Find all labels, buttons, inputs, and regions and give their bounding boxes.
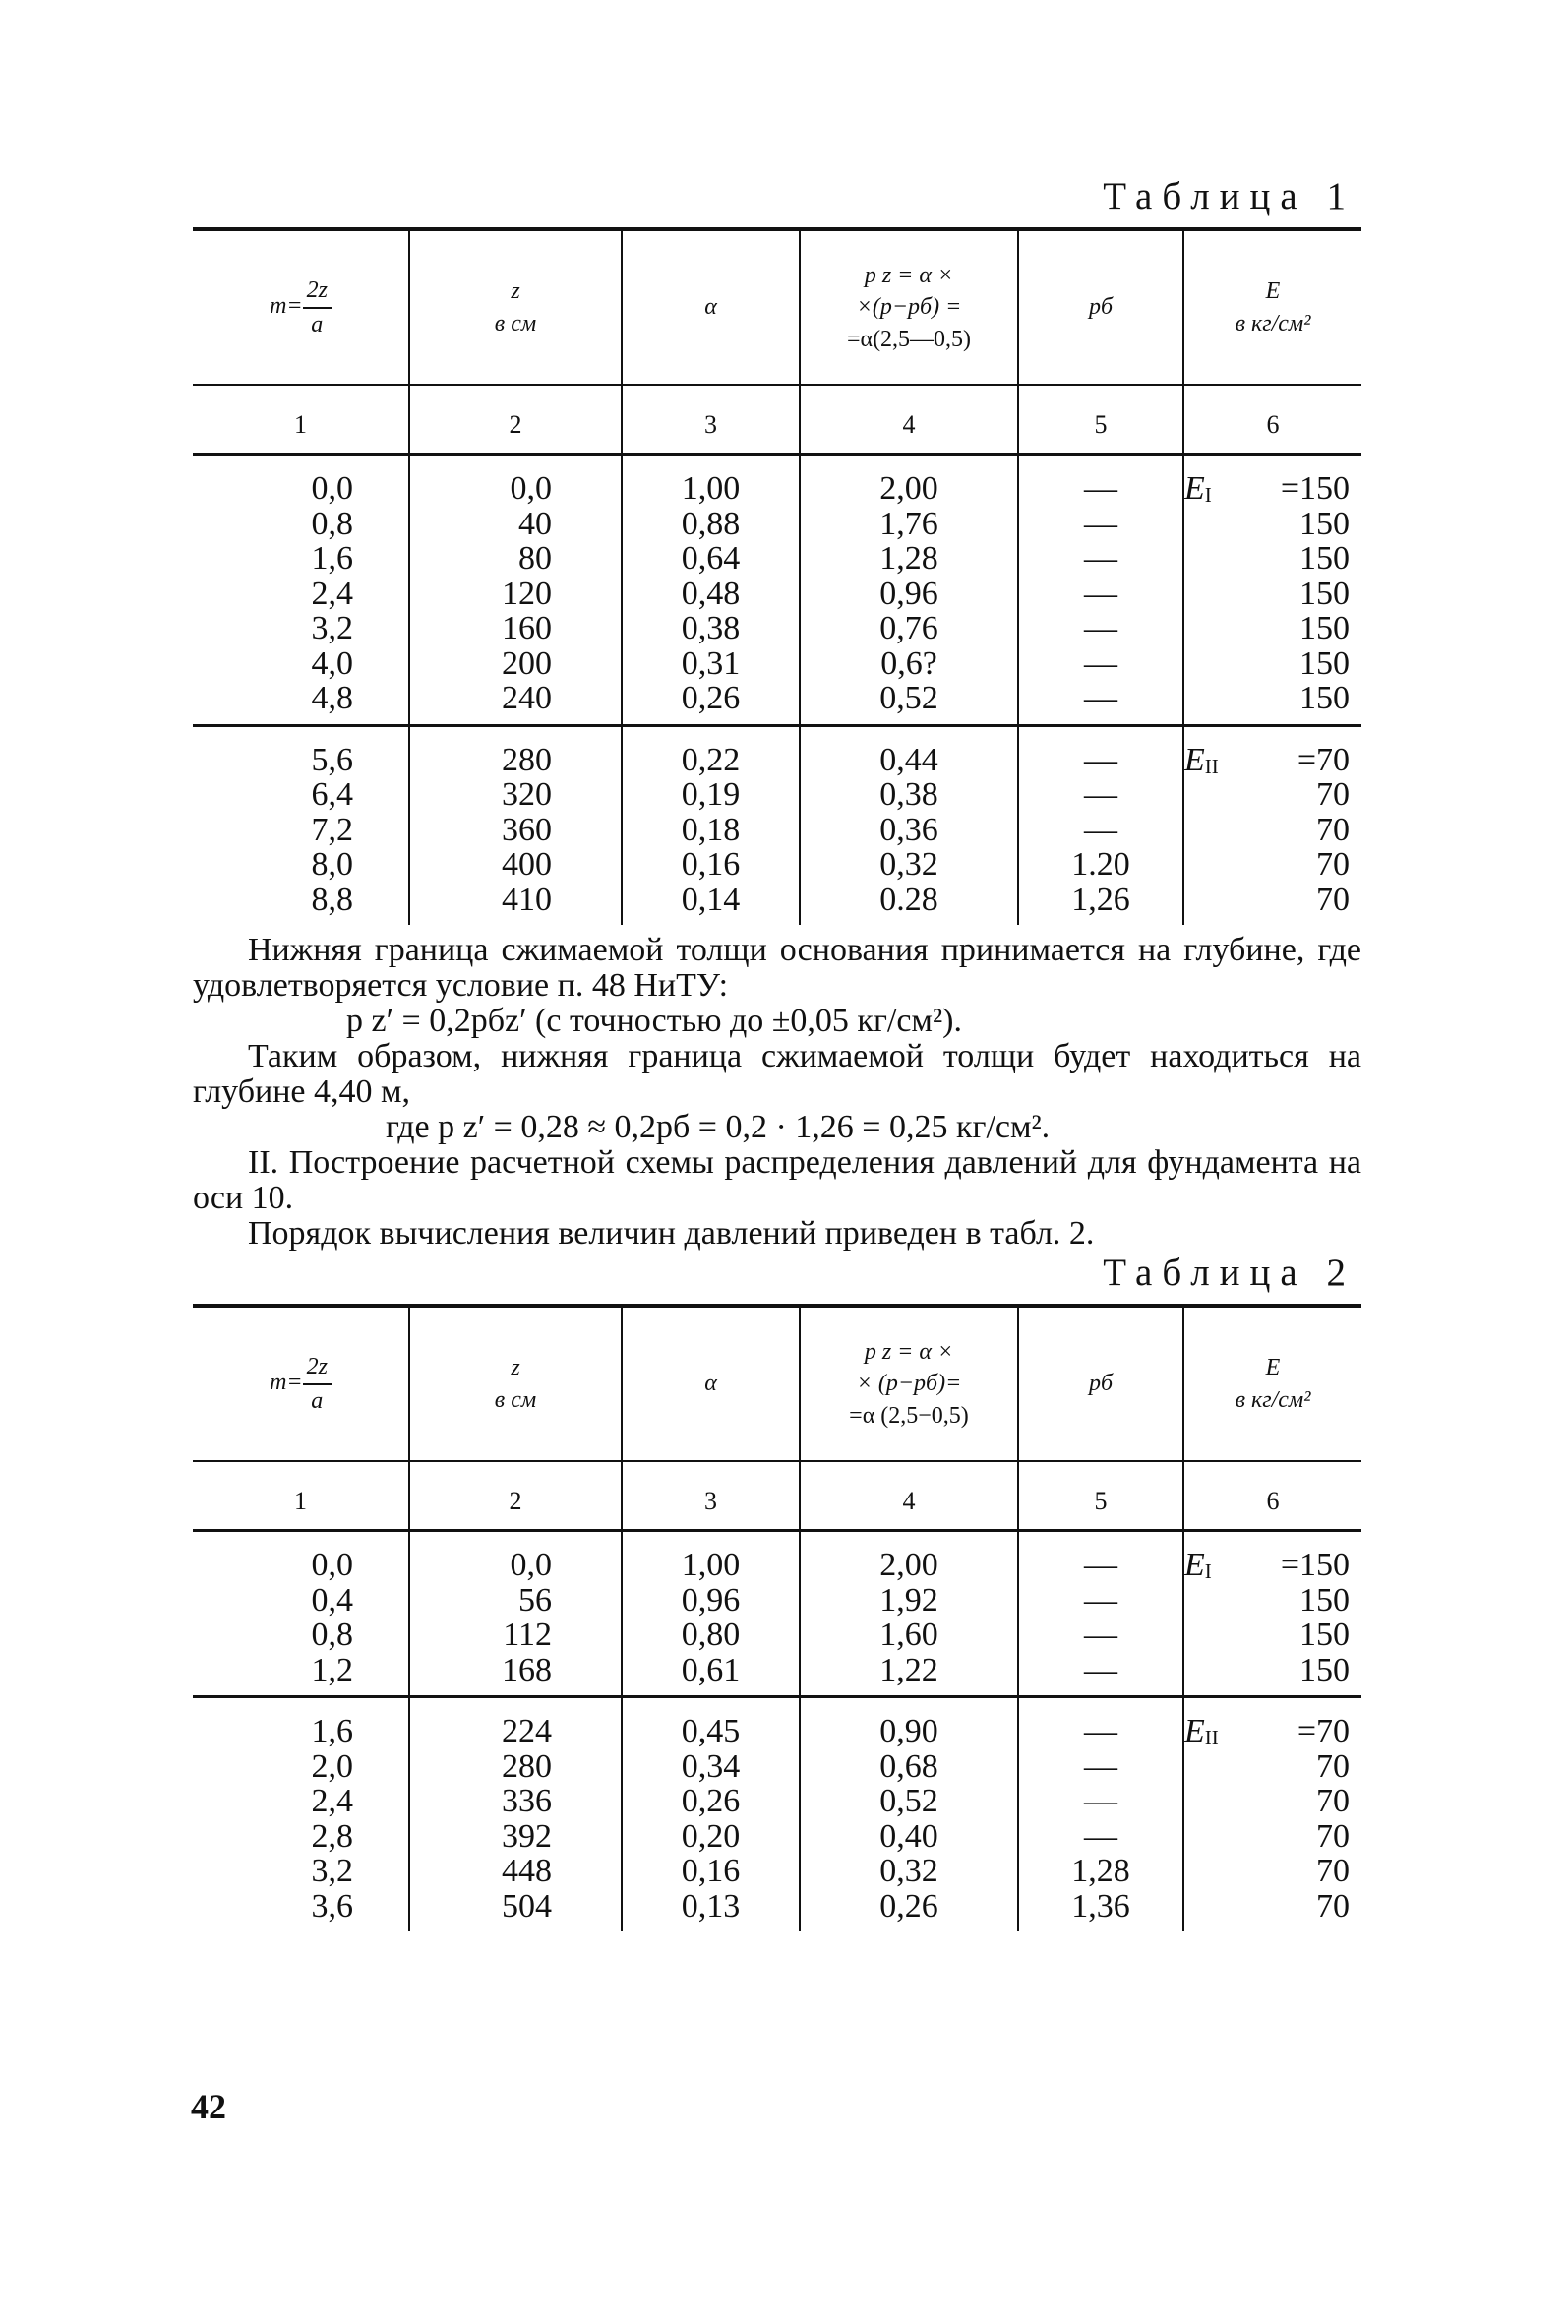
table-cell: 200 [502, 644, 552, 682]
table-cell: — [1084, 1617, 1117, 1653]
table-cell: 0,40 [879, 1817, 938, 1855]
table-cell: 336 [502, 1783, 552, 1819]
table-cell: 150 [1299, 1617, 1350, 1653]
table-cell: 0,96 [879, 575, 938, 612]
table1-b1-pz [800, 455, 1018, 726]
table-cell: 3,2 [311, 1853, 353, 1889]
table-cell: 70 [1316, 811, 1350, 848]
table2-b1-pb [1018, 1531, 1183, 1697]
table-cell: 70 [1316, 881, 1350, 918]
table1-b1-alpha [622, 455, 800, 726]
table-cell: 0,61 [681, 1651, 741, 1688]
table-cell: 0,0 [510, 1547, 552, 1583]
table2-header-z: z в см [409, 1306, 622, 1461]
table-cell: 504 [502, 1887, 552, 1925]
table-cell: 150 [1299, 680, 1350, 716]
table-cell: — [1084, 1547, 1117, 1583]
table-cell: — [1084, 1713, 1117, 1749]
table-cell: 2,00 [879, 470, 938, 507]
table-cell: 150 [1299, 1581, 1350, 1619]
table1 [193, 227, 1361, 925]
table1-header-pz: p z = α × ×(p−pб) = =α(2,5—0,5) [800, 229, 1018, 385]
table-cell: 224 [502, 1713, 552, 1749]
table-cell: 240 [502, 680, 552, 716]
table1-b1-m [193, 455, 409, 726]
table-cell: 0,96 [681, 1581, 741, 1619]
table2-block2 [193, 1697, 1361, 1932]
table1-b2-e [1183, 725, 1361, 925]
table-cell: 1,6 [311, 540, 353, 577]
table-cell: 4,8 [311, 680, 353, 716]
table-cell: 0,80 [681, 1617, 741, 1653]
table-cell: 1,76 [879, 505, 938, 542]
table1-header-alpha: α [622, 229, 800, 385]
table2 [193, 1304, 1361, 1931]
table-cell: 1,2 [311, 1651, 353, 1688]
formula-check: где p z′ = 0,28 ≈ 0,2pб = 0,2 · 1,26 = 0,25 кг/см². [386, 1109, 1051, 1145]
modulus-label: EI [1184, 1547, 1212, 1584]
table-cell: 0,34 [681, 1747, 741, 1785]
paragraph-order: Порядок вычисления величин давлений приведен в табл. 2. [248, 1215, 1095, 1252]
table-cell: 0,45 [681, 1713, 741, 1749]
table-cell: 70 [1316, 846, 1350, 883]
table-cell: — [1084, 540, 1117, 577]
table1-header-m: m= $\frac{2z}{a}$ [193, 229, 409, 385]
table2-b1-pz [800, 1531, 1018, 1697]
table-cell: 0,16 [681, 846, 741, 883]
table-cell: 0,64 [681, 540, 741, 577]
table-cell: EI =150 [1184, 470, 1350, 508]
table1-b2-pz [800, 725, 1018, 925]
table-cell: — [1084, 610, 1117, 646]
table-cell: 40 [518, 505, 552, 542]
table2-b2-e [1183, 1697, 1361, 1932]
table-cell: 0,13 [681, 1887, 741, 1925]
table-cell: 5,6 [311, 741, 353, 778]
table-cell: 70 [1316, 1853, 1350, 1889]
table-cell: 0,26 [681, 1783, 741, 1819]
table-cell: 70 [1316, 1747, 1350, 1785]
table2-b2-alpha [622, 1697, 800, 1932]
table-cell: 150 [1299, 540, 1350, 577]
table-cell: 80 [518, 540, 552, 577]
table-cell: 1,00 [681, 1547, 741, 1583]
table-cell: 410 [502, 881, 552, 918]
table-cell: 392 [502, 1817, 552, 1855]
paragraph-lower-boundary: Нижняя граница сжимаемой толщи основания принимается на глубине, где удовлетворяется условие п. 48 НиТУ: [193, 932, 1361, 1004]
table1-b1-e [1183, 455, 1361, 726]
table1-b2-z [409, 725, 622, 925]
table1-block1 [193, 455, 1361, 726]
table1-b1-z [409, 455, 622, 726]
body-text [193, 933, 1361, 1252]
table-cell: 360 [502, 811, 552, 848]
table-cell: EII =70 [1184, 1713, 1350, 1750]
table-cell: — [1084, 811, 1117, 848]
table-cell: 0,6? [880, 644, 937, 682]
table-cell: EII =70 [1184, 741, 1350, 778]
table-cell: 0,26 [879, 1887, 938, 1925]
table-cell: 1,92 [879, 1581, 938, 1619]
table-cell: 0,52 [879, 1783, 938, 1819]
table-cell: 150 [1299, 1651, 1350, 1688]
table-cell: 70 [1316, 776, 1350, 813]
table-cell: 0,31 [681, 644, 741, 682]
table-cell: 3,2 [311, 610, 353, 646]
table-cell: 1,60 [879, 1617, 938, 1653]
table-cell: — [1084, 644, 1117, 682]
formula-condition: p z′ = 0,2pбz′ (с точностью до ±0,05 кг/см²). [346, 1003, 962, 1039]
table-cell: 0,90 [879, 1713, 938, 1749]
table-cell: 6,4 [311, 776, 353, 813]
table-cell: 1,00 [681, 470, 741, 507]
table-cell: 150 [1299, 575, 1350, 612]
table-cell: 0,19 [681, 776, 741, 813]
table-cell: 0,38 [879, 776, 938, 813]
table-cell: — [1084, 1817, 1117, 1855]
table-cell: 0,32 [879, 1853, 938, 1889]
table1-caption: Таблица 1 [1103, 175, 1356, 217]
table1-b2-m [193, 725, 409, 925]
table-cell: 1,26 [1071, 881, 1130, 918]
table-cell: 70 [1316, 1887, 1350, 1925]
table-cell: 0,48 [681, 575, 741, 612]
table-cell: 160 [502, 610, 552, 646]
table-cell: 70 [1316, 1783, 1350, 1819]
table-cell: — [1084, 505, 1117, 542]
table-cell: 0,4 [311, 1581, 353, 1619]
table-cell: — [1084, 1783, 1117, 1819]
table-cell: 8,0 [311, 846, 353, 883]
table-cell: 70 [1316, 1817, 1350, 1855]
table2-b2-pb [1018, 1697, 1183, 1932]
table-cell: — [1084, 470, 1117, 507]
table-cell: — [1084, 575, 1117, 612]
table-cell: 1,6 [311, 1713, 353, 1749]
table-cell: 0,26 [681, 680, 741, 716]
table-cell: — [1084, 1581, 1117, 1619]
table-cell: 0,68 [879, 1747, 938, 1785]
table-cell: 448 [502, 1853, 552, 1889]
table-cell: 320 [502, 776, 552, 813]
table-cell: 150 [1299, 644, 1350, 682]
table2-b1-z [409, 1531, 622, 1697]
table-cell: 0,32 [879, 846, 938, 883]
table-cell: 2,8 [311, 1817, 353, 1855]
table1-header-pb: pб [1018, 229, 1183, 385]
table2-b2-m [193, 1697, 409, 1932]
table-cell: — [1084, 1651, 1117, 1688]
table-cell: 0,22 [681, 741, 741, 778]
table1-column-numbers: 1 2 3 4 5 6 [193, 398, 1361, 455]
table-cell: 0,8 [311, 1617, 353, 1653]
table2-block1 [193, 1531, 1361, 1697]
table-cell: 1.20 [1071, 846, 1130, 883]
table-cell: 1,36 [1071, 1887, 1130, 1925]
table-cell: — [1084, 1747, 1117, 1785]
table-cell: 0,14 [681, 881, 741, 918]
table-cell: 3,6 [311, 1887, 353, 1925]
table-cell: 4,0 [311, 644, 353, 682]
table-cell: 56 [518, 1581, 552, 1619]
table1-header-e: E в кг/см² [1183, 229, 1361, 385]
table1-b2-alpha [622, 725, 800, 925]
table-cell: 0,0 [510, 470, 552, 507]
page-number: 42 [191, 2087, 226, 2126]
table-cell: 0,76 [879, 610, 938, 646]
table-cell: 0,20 [681, 1817, 741, 1855]
table-cell: 8,8 [311, 881, 353, 918]
table-cell: — [1084, 741, 1117, 778]
table-cell: 1,22 [879, 1651, 938, 1688]
table-cell: 0,88 [681, 505, 741, 542]
table2-caption: Таблица 2 [1103, 1252, 1356, 1294]
modulus-label: EII [1184, 1713, 1219, 1750]
paragraph-depth: Таким образом, нижняя граница сжимаемой толщи будет находиться на глубине 4,40 м, [193, 1038, 1361, 1110]
table2-b2-z [409, 1697, 622, 1932]
table2-header-m: m= $\frac{2z}{a}$ [193, 1306, 409, 1461]
table-cell: 400 [502, 846, 552, 883]
table-cell: 0,0 [311, 470, 353, 507]
table2-b1-m [193, 1531, 409, 1697]
table2-column-numbers: 1 2 3 4 5 6 [193, 1474, 1361, 1531]
table-cell: 0.28 [879, 881, 938, 918]
table-cell: 168 [502, 1651, 552, 1688]
paragraph-section-2: II. Построение расчетной схемы распределения давлений для фундамента на оси 10. [193, 1144, 1361, 1216]
table-cell: 120 [502, 575, 552, 612]
table2-header-alpha: α [622, 1306, 800, 1461]
table1-block2 [193, 725, 1361, 925]
table-cell: 0,18 [681, 811, 741, 848]
table-cell: 1,28 [879, 540, 938, 577]
table2-b2-pz [800, 1697, 1018, 1932]
table-cell: 7,2 [311, 811, 353, 848]
table-cell: 0,38 [681, 610, 741, 646]
table-cell: 112 [503, 1617, 552, 1653]
table-cell: 1,28 [1071, 1853, 1130, 1889]
table-cell: EI =150 [1184, 1547, 1350, 1584]
table-cell: 150 [1299, 505, 1350, 542]
table-cell: 150 [1299, 610, 1350, 646]
table1-b1-pb [1018, 455, 1183, 726]
table-cell: 0,0 [311, 1547, 353, 1583]
table1-header-z: z в см [409, 229, 622, 385]
modulus-label: EI [1184, 470, 1212, 508]
table-cell: 2,0 [311, 1747, 353, 1785]
table-cell: 0,44 [879, 741, 938, 778]
table2-header-pb: pб [1018, 1306, 1183, 1461]
table-cell: 2,00 [879, 1547, 938, 1583]
table-cell: 0,16 [681, 1853, 741, 1889]
table-cell: 280 [502, 741, 552, 778]
table2-header-pz: p z = α × × (p−pб)= =α (2,5−0,5) [800, 1306, 1018, 1461]
page [193, 177, 1361, 1931]
table-cell: 280 [502, 1747, 552, 1785]
table2-b1-alpha [622, 1531, 800, 1697]
table2-header-e: E в кг/см² [1183, 1306, 1361, 1461]
modulus-label: EII [1184, 741, 1219, 778]
table-cell: 0,52 [879, 680, 938, 716]
table2-b1-e [1183, 1531, 1361, 1697]
table-cell: — [1084, 680, 1117, 716]
table-cell: 0,8 [311, 505, 353, 542]
table-cell: — [1084, 776, 1117, 813]
table-cell: 2,4 [311, 1783, 353, 1819]
table1-b2-pb [1018, 725, 1183, 925]
table-cell: 2,4 [311, 575, 353, 612]
table-cell: 0,36 [879, 811, 938, 848]
